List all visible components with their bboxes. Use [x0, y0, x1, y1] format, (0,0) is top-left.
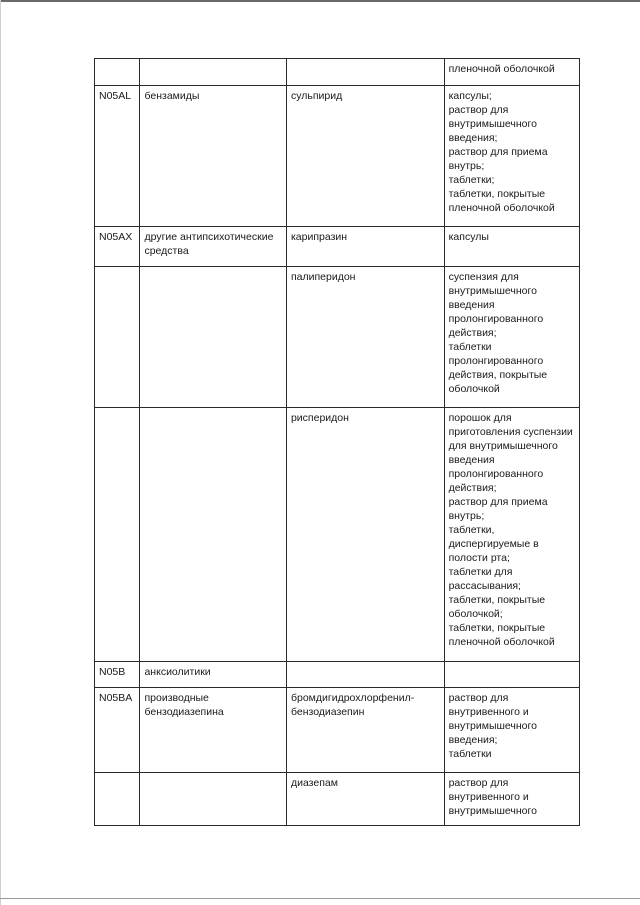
dosage-forms-cell [444, 773, 579, 826]
atc-code-cell [95, 267, 140, 408]
cell-line: оболочкой; [448, 608, 503, 620]
substance-cell [286, 267, 444, 408]
substance-cell [286, 59, 444, 86]
cell-line: введения [448, 454, 495, 466]
cell-line: N05AL [99, 90, 132, 102]
cell-line: пленочной оболочкой [448, 636, 555, 648]
cell-line: рассасывания; [448, 580, 521, 592]
group-cell [140, 227, 287, 267]
cell-line: порошок для [448, 412, 512, 424]
scan-edge-bottom [0, 898, 640, 899]
group-cell [140, 408, 287, 662]
cell-line: диспергируемые в [448, 538, 539, 550]
table-row [95, 773, 580, 826]
group-cell [140, 59, 287, 86]
cell-line: оболочкой [448, 383, 500, 395]
cell-line: бензамиды [144, 90, 200, 102]
cell-line: внутримышечного [448, 118, 537, 130]
substance-cell [286, 408, 444, 662]
cell-line: таблетки, покрытые [448, 188, 546, 200]
cell-line: другие антипсихотические [144, 231, 274, 243]
scan-edge-top [0, 0, 640, 2]
cell-line: действия, покрытые [448, 369, 548, 381]
cell-line: капсулы; [448, 90, 492, 102]
cell-line: раствор для приема [448, 146, 548, 158]
table-row [95, 227, 580, 267]
cell-line: капсулы [448, 231, 489, 243]
atc-code-cell [95, 86, 140, 227]
cell-line: внутримышечного [448, 720, 537, 732]
group-cell [140, 86, 287, 227]
cell-line: полости рта; [448, 552, 510, 564]
atc-code-cell [95, 688, 140, 773]
cell-line: бензодиазепин [290, 706, 365, 718]
cell-line: внутримышечного [448, 805, 537, 817]
group-cell [140, 267, 287, 408]
atc-code-cell [95, 227, 140, 267]
substance-cell [286, 773, 444, 826]
group-cell [140, 688, 287, 773]
cell-line: пролонгированного [448, 468, 544, 480]
cell-line: таблетки [448, 748, 492, 760]
cell-line: сульпирид [290, 90, 343, 102]
cell-line: пролонгированного [448, 313, 544, 325]
cell-line: введения [448, 299, 495, 311]
cell-line: внутрь; [448, 160, 485, 172]
cell-line: карипразин [290, 231, 348, 243]
dosage-forms-cell [444, 86, 579, 227]
cell-line: N05AX [99, 231, 133, 243]
cell-line: рисперидон [290, 412, 349, 424]
table-row [95, 267, 580, 408]
group-cell [140, 773, 287, 826]
cell-line: таблетки, [448, 524, 495, 536]
cell-line: палиперидон [290, 271, 356, 283]
cell-line: таблетки, покрытые [448, 594, 546, 606]
cell-line: внутривенного и [448, 706, 529, 718]
cell-line: анксиолитики [144, 666, 211, 678]
dosage-forms-cell [444, 267, 579, 408]
table-row [95, 59, 580, 86]
cell-line: бензодиазепина [144, 706, 224, 718]
cell-line: для внутримышечного [448, 440, 558, 452]
dosage-forms-cell [444, 688, 579, 773]
cell-line: таблетки; [448, 174, 495, 186]
table-row [95, 688, 580, 773]
cell-line: таблетки для [448, 566, 513, 578]
cell-line: внутрь; [448, 510, 485, 522]
cell-line: введения; [448, 734, 498, 746]
drug-table [94, 58, 580, 826]
cell-line: приготовления суспензии [448, 426, 573, 438]
atc-code-cell [95, 59, 140, 86]
table-row [95, 86, 580, 227]
cell-line: производные [144, 692, 209, 704]
cell-line: суспензия для [448, 271, 519, 283]
substance-cell [286, 688, 444, 773]
cell-line: диазепам [290, 777, 338, 789]
substance-cell [286, 662, 444, 688]
cell-line: раствор для приема [448, 496, 548, 508]
cell-line: внутримышечного [448, 285, 537, 297]
substance-cell [286, 86, 444, 227]
cell-line: N05B [99, 666, 126, 678]
cell-line: пролонгированного [448, 355, 544, 367]
cell-line: бромдигидрохлорфенил- [290, 692, 415, 704]
dosage-forms-cell [444, 662, 579, 688]
cell-line: действия; [448, 482, 497, 494]
cell-line: введения; [448, 132, 498, 144]
cell-line: действия; [448, 327, 497, 339]
cell-line: раствор для [448, 777, 509, 789]
cell-line: таблетки, покрытые [448, 622, 546, 634]
cell-line: раствор для [448, 104, 509, 116]
cell-line: раствор для [448, 692, 509, 704]
cell-line: пленочной оболочкой [448, 202, 555, 214]
atc-code-cell [95, 408, 140, 662]
dosage-forms-cell [444, 59, 579, 86]
table-row [95, 408, 580, 662]
cell-line: средства [144, 245, 189, 257]
atc-code-cell [95, 662, 140, 688]
table-row [95, 662, 580, 688]
cell-line: N05BA [99, 692, 133, 704]
dosage-forms-cell [444, 227, 579, 267]
cell-line: внутривенного и [448, 791, 529, 803]
cell-line: таблетки [448, 341, 492, 353]
atc-code-cell [95, 773, 140, 826]
dosage-forms-cell [444, 408, 579, 662]
scan-edge-left [0, 0, 1, 905]
cell-line: пленочной оболочкой [448, 63, 555, 75]
group-cell [140, 662, 287, 688]
substance-cell [286, 227, 444, 267]
